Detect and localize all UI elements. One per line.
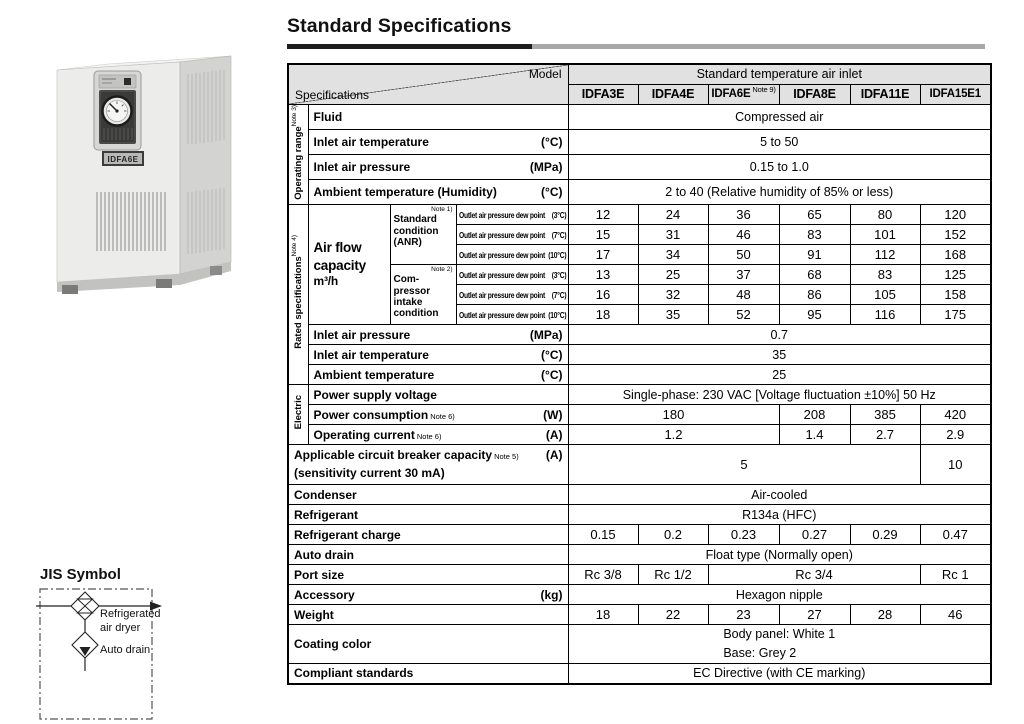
auto-drain-symbol-icon xyxy=(72,632,98,658)
airflow-value: 16 xyxy=(568,285,638,305)
row-label-condenser: Condenser xyxy=(288,485,568,505)
row-label-ambient-temperature-humidity: Ambient temperature (Humidity) (°C) xyxy=(308,180,568,205)
model-col-idfa6e: IDFA6E $^{Note 9)}$ xyxy=(708,84,779,104)
row-label-rated-inlet-temperature: Inlet air temperature (°C) xyxy=(308,345,568,365)
dewpoint-label: Outlet air pressure dew point (3°C) xyxy=(456,265,568,285)
refrigerant-charge-value: 0.29 xyxy=(850,525,920,545)
airflow-value: 13 xyxy=(568,265,638,285)
dewpoint-label: Outlet air pressure dew point (3°C) xyxy=(456,205,568,225)
airflow-value: 36 xyxy=(708,205,779,225)
airflow-value: 34 xyxy=(638,245,708,265)
page-title: Standard Specifications xyxy=(287,15,512,37)
model-col-idfa15e1: IDFA15E1 xyxy=(920,84,991,104)
weight-value: 46 xyxy=(920,605,991,625)
circuit-breaker-value: 5 xyxy=(568,445,920,485)
airflow-value: 95 xyxy=(779,305,850,325)
airflow-value: 91 xyxy=(779,245,850,265)
power-consumption-value: 208 xyxy=(779,405,850,425)
airflow-value: 105 xyxy=(850,285,920,305)
power-consumption-value: 385 xyxy=(850,405,920,425)
airflow-value: 101 xyxy=(850,225,920,245)
airflow-value: 24 xyxy=(638,205,708,225)
airflow-value: 12 xyxy=(568,205,638,225)
model-col-idfa8e: IDFA8E xyxy=(779,84,850,104)
airflow-value: 120 xyxy=(920,205,991,225)
dewpoint-label: Outlet air pressure dew point (7°C) xyxy=(456,225,568,245)
refrigerant-charge-value: 0.15 xyxy=(568,525,638,545)
operating-current-value: 2.7 xyxy=(850,425,920,445)
power-consumption-value: 180 xyxy=(568,405,779,425)
refrigerant-charge-value: 0.27 xyxy=(779,525,850,545)
airflow-value: 35 xyxy=(638,305,708,325)
model-col-idfa11e: IDFA11E xyxy=(850,84,920,104)
model-header-label: Model xyxy=(528,67,562,81)
row-label-refrigerant: Refrigerant xyxy=(288,505,568,525)
port-size-value: Rc 3/8 xyxy=(568,565,638,585)
weight-value: 28 xyxy=(850,605,920,625)
airflow-value: 18 xyxy=(568,305,638,325)
row-label-compliant-standards: Compliant standards xyxy=(288,664,568,684)
weight-value: 22 xyxy=(638,605,708,625)
row-label-rated-inlet-pressure: Inlet air pressure (MPa) xyxy=(308,325,568,345)
condition-standard-anr: Note 1) Standard condition (ANR) xyxy=(390,205,456,265)
nameplate-text: IDFA6E xyxy=(107,155,139,164)
refrigerated-dryer-symbol-icon xyxy=(71,592,99,620)
airflow-value: 32 xyxy=(638,285,708,305)
row-value-rated-inlet-pressure: 0.7 xyxy=(568,325,991,345)
airflow-value: 152 xyxy=(920,225,991,245)
airflow-value: 52 xyxy=(708,305,779,325)
airflow-value: 158 xyxy=(920,285,991,305)
weight-value: 27 xyxy=(779,605,850,625)
port-size-value: Rc 1 xyxy=(920,565,991,585)
dewpoint-label: Outlet air pressure dew point (10°C) xyxy=(456,245,568,265)
airflow-value: 15 xyxy=(568,225,638,245)
airflow-value: 31 xyxy=(638,225,708,245)
weight-value: 23 xyxy=(708,605,779,625)
operating-current-value: 1.4 xyxy=(779,425,850,445)
row-value-fluid: Compressed air xyxy=(568,104,991,129)
row-value-ambient-temperature-humidity: 2 to 40 (Relative humidity of 85% or less) xyxy=(568,180,991,205)
row-value-inlet-air-pressure: 0.15 to 1.0 xyxy=(568,154,991,179)
airflow-value: 83 xyxy=(850,265,920,285)
power-switch xyxy=(124,78,131,85)
weight-value: 18 xyxy=(568,605,638,625)
row-label-inlet-air-temperature: Inlet air temperature (°C) xyxy=(308,129,568,154)
row-label-port-size: Port size xyxy=(288,565,568,585)
row-value-inlet-air-temperature: 5 to 50 xyxy=(568,129,991,154)
row-label-inlet-air-pressure: Inlet air pressure (MPa) xyxy=(308,154,568,179)
specifications-table xyxy=(287,63,992,685)
row-value-power-supply-voltage: Single-phase: 230 VAC [Voltage fluctuation ±10%] 50 Hz xyxy=(568,385,991,405)
row-label-circuit-breaker: Applicable circuit breaker capacity Note 5) (A) (sensitivity current 30 mA) xyxy=(288,445,568,485)
row-label-operating-current: Operating current Note 6) (A) xyxy=(308,425,568,445)
group-header: Standard temperature air inlet xyxy=(568,64,991,84)
airflow-value: 25 xyxy=(638,265,708,285)
row-value-compliant-standards: EC Directive (with CE marking) xyxy=(568,664,991,684)
operating-current-value: 1.2 xyxy=(568,425,779,445)
row-label-accessory: Accessory (kg) xyxy=(288,585,568,605)
jis-symbol-heading: JIS Symbol xyxy=(40,566,121,583)
airflow-value: 68 xyxy=(779,265,850,285)
row-label-fluid: Fluid xyxy=(308,104,568,129)
specifications-header-label: Specifications xyxy=(295,87,370,102)
row-label-refrigerant-charge: Refrigerant charge xyxy=(288,525,568,545)
row-label-power-supply-voltage: Power supply voltage xyxy=(308,385,568,405)
circuit-breaker-value: 10 xyxy=(920,445,991,485)
airflow-value: 175 xyxy=(920,305,991,325)
air-dryer-unit-image xyxy=(50,24,240,296)
airflow-value: 37 xyxy=(708,265,779,285)
airflow-value: 46 xyxy=(708,225,779,245)
airflow-value: 112 xyxy=(850,245,920,265)
airflow-value: 80 xyxy=(850,205,920,225)
section-operating-range: Operating range$^{Note 3)}$ xyxy=(288,104,308,205)
airflow-value: 86 xyxy=(779,285,850,305)
airflow-value: 48 xyxy=(708,285,779,305)
row-label-coating-color: Coating color xyxy=(288,625,568,664)
model-note: Note 9) xyxy=(752,85,776,95)
refrigerant-charge-value: 0.47 xyxy=(920,525,991,545)
section-rated-specifications: Rated specifications$^{Note 4)}$ xyxy=(288,205,308,385)
model-col-idfa4e: IDFA4E xyxy=(638,84,708,104)
dewpoint-label: Outlet air pressure dew point (7°C) xyxy=(456,285,568,305)
product-photo xyxy=(50,24,240,301)
airflow-value: 50 xyxy=(708,245,779,265)
model-col-idfa3e: IDFA3E xyxy=(568,84,638,104)
power-consumption-value: 420 xyxy=(920,405,991,425)
jis-symbol-diagram xyxy=(36,584,201,724)
airflow-value: 17 xyxy=(568,245,638,265)
row-value-coating-color: Body panel: White 1 Base: Grey 2 xyxy=(568,625,991,664)
auto-drain-label: Auto drain xyxy=(100,644,151,656)
title-underline xyxy=(287,44,985,49)
corner-header-cell xyxy=(288,64,568,104)
airflow-value: 125 xyxy=(920,265,991,285)
row-label-auto-drain: Auto drain xyxy=(288,545,568,565)
row-value-accessory: Hexagon nipple xyxy=(568,585,991,605)
port-size-value: Rc 3/4 xyxy=(708,565,920,585)
row-value-rated-inlet-temperature: 35 xyxy=(568,345,991,365)
airflow-value: 168 xyxy=(920,245,991,265)
operating-current-value: 2.9 xyxy=(920,425,991,445)
condition-compressor-intake: Note 2) Com-pressor intake condition xyxy=(390,265,456,325)
section-electric: Electric xyxy=(288,385,308,445)
spec-section xyxy=(287,14,992,685)
refrigerant-charge-value: 0.2 xyxy=(638,525,708,545)
row-label-weight: Weight xyxy=(288,605,568,625)
row-label-rated-ambient-temperature: Ambient temperature (°C) xyxy=(308,365,568,385)
row-value-rated-ambient-temperature: 25 xyxy=(568,365,991,385)
refrigerant-charge-value: 0.23 xyxy=(708,525,779,545)
dryer-label-line2: air dryer xyxy=(100,622,141,634)
dewpoint-label: Outlet air pressure dew point (10°C) xyxy=(456,305,568,325)
dryer-label-line1: Refrigerated xyxy=(100,608,161,620)
airflow-value: 65 xyxy=(779,205,850,225)
row-label-power-consumption: Power consumption Note 6) (W) xyxy=(308,405,568,425)
row-value-refrigerant: R134a (HFC) xyxy=(568,505,991,525)
port-size-value: Rc 1/2 xyxy=(638,565,708,585)
row-value-condenser: Air-cooled xyxy=(568,485,991,505)
row-value-auto-drain: Float type (Normally open) xyxy=(568,545,991,565)
airflow-value: 83 xyxy=(779,225,850,245)
airflow-value: 116 xyxy=(850,305,920,325)
airflow-capacity-label: Air flow capacity m³/h xyxy=(308,205,390,325)
